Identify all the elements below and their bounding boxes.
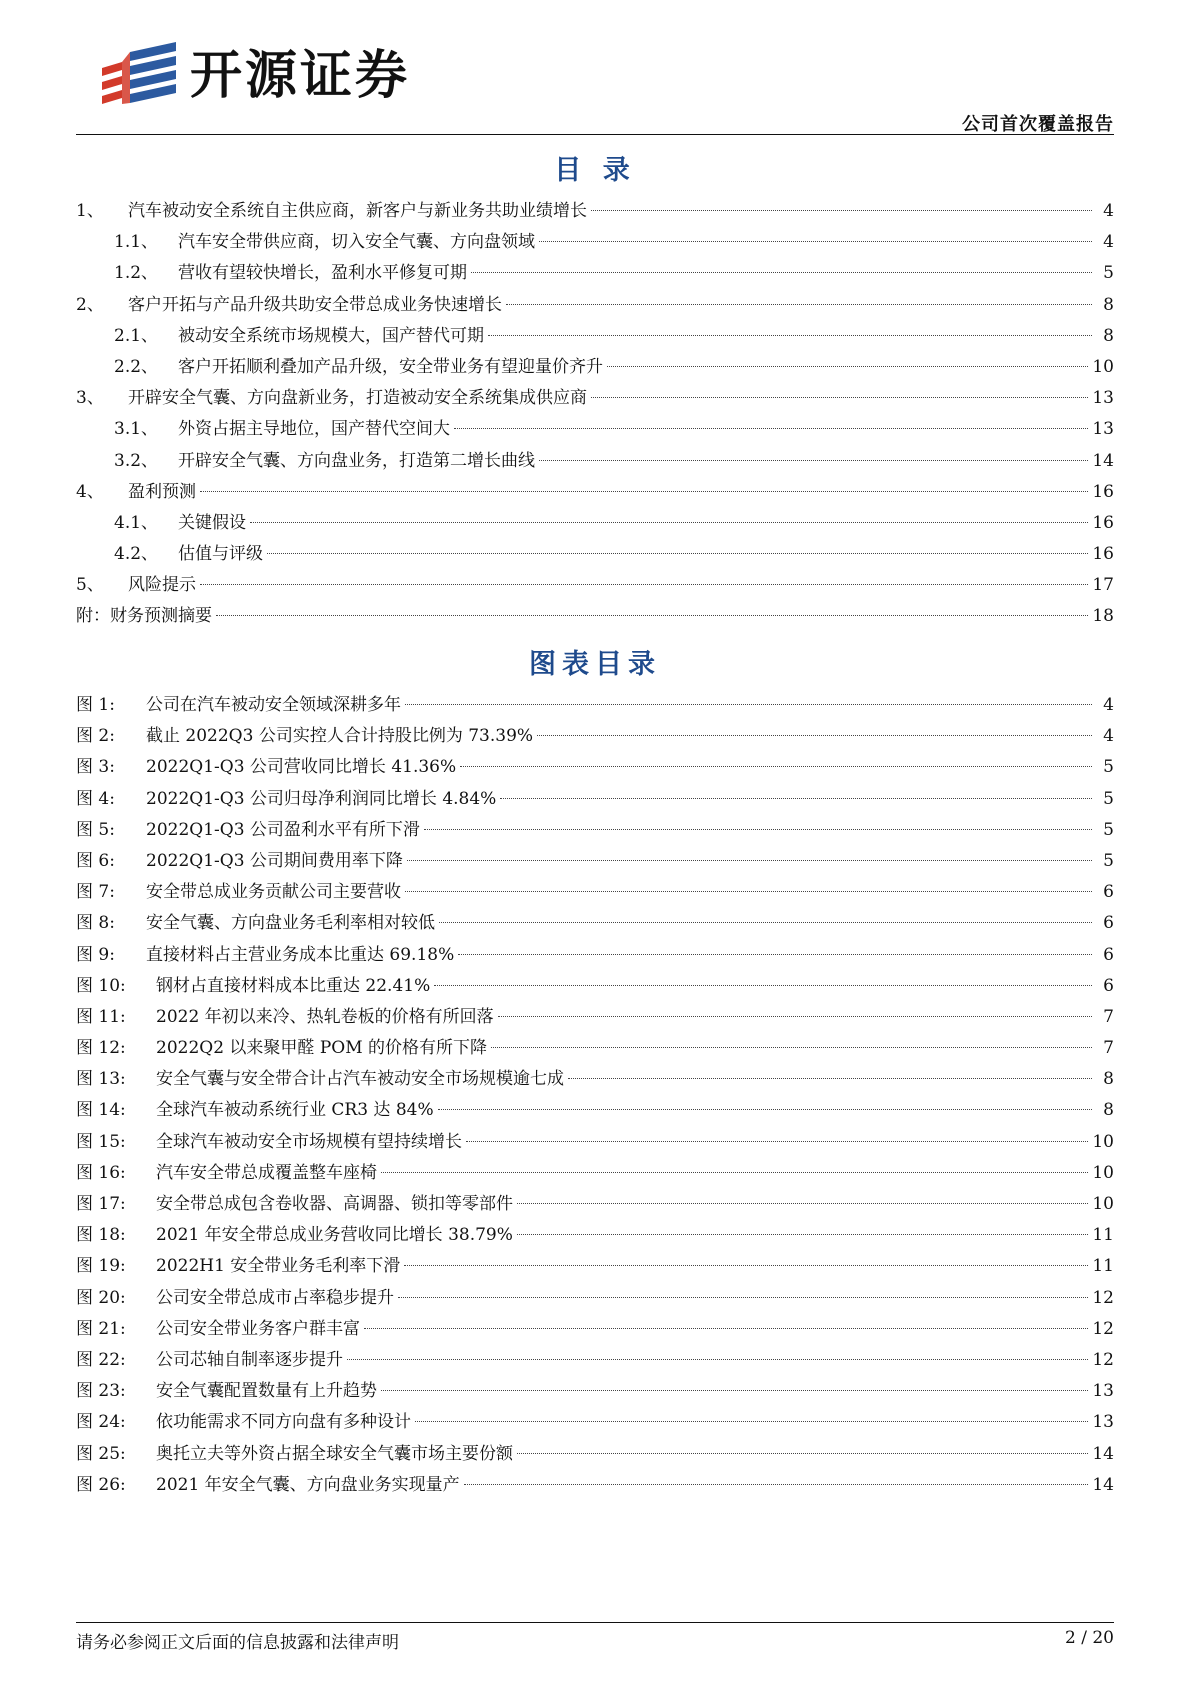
entry-page-number: 13 (1092, 1412, 1114, 1433)
toc-entry[interactable] (76, 601, 1114, 632)
header-divider (76, 134, 1114, 135)
entry-page-number: 5 (1103, 263, 1114, 284)
footer-divider (76, 1622, 1114, 1623)
entry-title: 开辟安全气囊、方向盘新业务，打造被动安全系统集成供应商 (128, 388, 587, 409)
entry-page-number: 11 (1092, 1225, 1114, 1246)
dot-leader (200, 491, 1088, 492)
entry-page-number: 8 (1103, 1069, 1114, 1090)
dot-leader (466, 1141, 1088, 1142)
entry-title: 2022 年初以来冷、热轧卷板的价格有所回落 (156, 1006, 494, 1027)
figure-entry[interactable] (76, 1314, 1114, 1345)
entry-number: 4、 (76, 481, 104, 502)
toc-entry[interactable] (76, 290, 1114, 321)
entry-page-number: 8 (1103, 1100, 1114, 1121)
entry-page-number: 10 (1092, 1131, 1114, 1152)
dot-leader (506, 304, 1092, 305)
entry-number: 图 14: (76, 1100, 126, 1121)
entry-title: 安全带总成包含卷收器、高调器、锁扣等零部件 (156, 1194, 513, 1214)
entry-title: 奥托立夫等外资占据全球安全气囊市场主要份额 (156, 1443, 513, 1464)
entry-number: 4.2、 (114, 544, 159, 565)
figure-entry[interactable] (76, 971, 1114, 1002)
entry-page-number: 13 (1092, 1381, 1114, 1402)
toc-entry[interactable] (76, 477, 1114, 508)
figure-entry[interactable] (76, 1220, 1114, 1251)
dot-leader (591, 397, 1088, 398)
toc-entry[interactable] (76, 570, 1114, 601)
entry-title: 安全气囊配置数量有上升趋势 (156, 1381, 377, 1402)
entry-title: 安全气囊与安全带合计占汽车被动安全市场规模逾七成 (156, 1069, 564, 1090)
entry-page-number: 6 (1103, 975, 1114, 996)
entry-title: 2022Q1-Q3 公司盈利水平有所下滑 (146, 819, 420, 840)
entry-title: 2022Q1-Q3 公司期间费用率下降 (146, 850, 403, 871)
entry-number: 图 7: (76, 882, 115, 903)
entry-page-number: 8 (1103, 325, 1114, 346)
entry-number: 2.1、 (114, 325, 159, 346)
entry-number: 3.2、 (114, 450, 159, 471)
entry-title: 公司安全带总成市占率稳步提升 (156, 1287, 394, 1308)
entry-page-number: 10 (1092, 1194, 1114, 1214)
footer-disclaimer: 请务必参阅正文后面的信息披露和法律声明 (76, 1633, 399, 1653)
entry-page-number: 12 (1092, 1349, 1114, 1370)
entry-title: 客户开拓顺利叠加产品升级，安全带业务有望迎量价齐升 (178, 356, 603, 377)
entry-page-number: 4 (1103, 695, 1114, 715)
entry-number: 图 13: (76, 1069, 126, 1090)
entry-number: 图 26: (76, 1474, 126, 1495)
entry-page-number: 16 (1092, 512, 1114, 533)
entry-page-number: 10 (1092, 356, 1114, 377)
entry-title: 安全带总成业务贡献公司主要营收 (146, 882, 401, 903)
entry-page-number: 10 (1092, 1162, 1114, 1183)
entry-page-number: 4 (1103, 232, 1114, 253)
entry-page-number: 13 (1092, 388, 1114, 409)
dot-leader (517, 1203, 1088, 1204)
entry-title: 外资占据主导地位，国产替代空间大 (178, 419, 450, 440)
entry-title: 2022Q1-Q3 公司归母净利润同比增长 4.84% (146, 788, 497, 809)
entry-number: 图 1: (76, 695, 115, 715)
entry-page-number: 16 (1092, 481, 1114, 502)
entry-number: 图 25: (76, 1443, 126, 1464)
entry-title: 直接材料占主营业务成本比重达 69.18% (146, 944, 455, 965)
entry-page-number: 12 (1092, 1318, 1114, 1339)
dot-leader (439, 922, 1092, 923)
toc-title: 目 录 (554, 155, 636, 186)
entry-number: 图 24: (76, 1412, 126, 1433)
figure-entry[interactable] (76, 1064, 1114, 1095)
entry-title: 2022Q2 以来聚甲醛 POM 的价格有所下降 (156, 1038, 488, 1059)
entry-page-number: 13 (1092, 419, 1114, 440)
toc-entry[interactable] (76, 508, 1114, 539)
dot-leader (491, 1047, 1092, 1048)
entry-title: 全球汽车被动安全市场规模有望持续增长 (156, 1131, 462, 1152)
toc-entry[interactable] (76, 196, 1114, 227)
entry-number: 图 10: (76, 975, 126, 996)
entry-page-number: 6 (1103, 913, 1114, 934)
entry-title: 营收有望较快增长，盈利水平修复可期 (178, 263, 467, 284)
figure-entry[interactable] (76, 846, 1114, 877)
entry-page-number: 14 (1092, 450, 1114, 471)
entry-page-number: 7 (1103, 1038, 1114, 1059)
dot-leader (500, 798, 1092, 799)
figure-entry[interactable] (76, 1127, 1114, 1158)
figure-entry[interactable] (76, 1283, 1114, 1314)
figure-list (76, 690, 1114, 1501)
figure-entry[interactable] (76, 1189, 1114, 1220)
dot-leader (498, 1016, 1092, 1017)
dot-leader (517, 1234, 1088, 1235)
page-number: 2 / 20 (1065, 1628, 1114, 1648)
entry-number: 图 12: (76, 1038, 126, 1059)
entry-title: 公司在汽车被动安全领域深耕多年 (146, 695, 401, 715)
figure-entry[interactable] (76, 1345, 1114, 1376)
entry-page-number: 5 (1103, 757, 1114, 778)
dot-leader (464, 1484, 1089, 1485)
entry-number: 图 23: (76, 1381, 126, 1402)
figure-entry[interactable] (76, 1376, 1114, 1407)
dot-leader (381, 1172, 1088, 1173)
entry-number: 1.2、 (114, 263, 159, 284)
entry-title: 汽车安全带供应商，切入安全气囊、方向盘领域 (178, 232, 535, 253)
entry-title: 截止 2022Q3 公司实控人合计持股比例为 73.39% (146, 726, 534, 747)
entry-number: 图 16: (76, 1162, 126, 1183)
dot-leader (460, 766, 1092, 767)
figure-entry[interactable] (76, 1158, 1114, 1189)
dot-leader (267, 553, 1088, 554)
entry-number: 图 17: (76, 1194, 126, 1214)
entry-title: 被动安全系统市场规模大，国产替代可期 (178, 325, 484, 346)
figure-entry[interactable] (76, 815, 1114, 846)
entry-title: 公司芯轴自制率逐步提升 (156, 1349, 343, 1370)
figure-entry[interactable] (76, 1407, 1114, 1438)
dot-leader (405, 704, 1092, 705)
entry-page-number: 4 (1103, 201, 1114, 221)
entry-title: 2022Q1-Q3 公司营收同比增长 41.36% (146, 757, 457, 778)
entry-title: 客户开拓与产品升级共助安全带总成业务快速增长 (128, 294, 502, 315)
figure-entry[interactable] (76, 908, 1114, 939)
entry-number: 图 4: (76, 788, 115, 809)
entry-title: 风险提示 (128, 575, 196, 596)
entry-number: 4.1、 (114, 512, 159, 533)
dot-leader (539, 460, 1088, 461)
entry-number: 图 21: (76, 1318, 126, 1339)
entry-page-number: 17 (1092, 575, 1114, 596)
dot-leader (607, 366, 1088, 367)
dot-leader (471, 272, 1092, 273)
dot-leader (434, 985, 1092, 986)
entry-title: 汽车安全带总成覆盖整车座椅 (156, 1162, 377, 1183)
dot-leader (415, 1421, 1088, 1422)
entry-number: 图 2: (76, 726, 115, 747)
dot-leader (404, 1265, 1088, 1266)
entry-number: 图 18: (76, 1225, 126, 1246)
entry-page-number: 16 (1092, 544, 1114, 565)
dot-leader (424, 829, 1092, 830)
figures-title: 图表目录 (529, 649, 661, 680)
entry-number: 图 3: (76, 757, 115, 778)
figure-entry[interactable] (76, 721, 1114, 752)
page-header (0, 0, 1190, 135)
entry-title: 公司安全带业务客户群丰富 (156, 1318, 360, 1339)
dot-leader (216, 615, 1088, 616)
entry-number: 2.2、 (114, 356, 159, 377)
dot-leader (347, 1359, 1088, 1360)
entry-page-number: 14 (1092, 1443, 1114, 1464)
entry-page-number: 7 (1103, 1006, 1114, 1027)
entry-title: 钢材占直接材料成本比重达 22.41% (156, 975, 431, 996)
dot-leader (568, 1078, 1092, 1079)
entry-number: 1、 (76, 201, 104, 221)
entry-title: 关键假设 (178, 512, 246, 533)
dot-leader (539, 241, 1092, 242)
dot-leader (364, 1328, 1088, 1329)
figure-entry[interactable] (76, 1033, 1114, 1064)
entry-page-number: 5 (1103, 819, 1114, 840)
figure-entry[interactable] (76, 1439, 1114, 1470)
toc-entry[interactable] (76, 258, 1114, 289)
dot-leader (398, 1297, 1088, 1298)
dot-leader (407, 860, 1092, 861)
dot-leader (405, 891, 1092, 892)
entry-title: 2022H1 安全带业务毛利率下滑 (156, 1256, 401, 1277)
toc-entry[interactable] (76, 352, 1114, 383)
entry-page-number: 18 (1092, 606, 1114, 627)
entry-title: 开辟安全气囊、方向盘业务，打造第二增长曲线 (178, 450, 535, 471)
entry-number: 1.1、 (114, 232, 159, 253)
entry-number: 图 6: (76, 850, 115, 871)
entry-number: 图 22: (76, 1349, 126, 1370)
figure-entry[interactable] (76, 752, 1114, 783)
figure-entry[interactable] (76, 690, 1114, 721)
dot-leader (458, 954, 1092, 955)
entry-number: 图 19: (76, 1256, 126, 1277)
entry-page-number: 6 (1103, 882, 1114, 903)
figure-entry[interactable] (76, 1002, 1114, 1033)
kaiyuan-logo-icon (100, 42, 180, 110)
entry-number: 3、 (76, 388, 104, 409)
entry-title: 全球汽车被动系统行业 CR3 达 84% (156, 1100, 434, 1121)
dot-leader (250, 522, 1088, 523)
entry-title: 2021 年安全气囊、方向盘业务实现量产 (156, 1474, 460, 1495)
entry-title: 依功能需求不同方向盘有多种设计 (156, 1412, 411, 1433)
figure-entry[interactable] (76, 940, 1114, 971)
toc-entry[interactable] (76, 539, 1114, 570)
entry-page-number: 12 (1092, 1287, 1114, 1308)
toc-entry[interactable] (76, 446, 1114, 477)
dot-leader (454, 428, 1088, 429)
entry-number: 图 8: (76, 913, 115, 934)
dot-leader (200, 584, 1088, 585)
figure-entry[interactable] (76, 1251, 1114, 1282)
entry-number: 图 5: (76, 819, 115, 840)
entry-page-number: 11 (1092, 1256, 1114, 1277)
entry-title: 附：财务预测摘要 (76, 606, 212, 627)
entry-title: 估值与评级 (178, 544, 263, 565)
entry-number: 图 20: (76, 1287, 126, 1308)
dot-leader (438, 1109, 1092, 1110)
entry-number: 2、 (76, 294, 104, 315)
entry-number: 图 15: (76, 1131, 126, 1152)
entry-page-number: 5 (1103, 788, 1114, 809)
entry-number: 图 9: (76, 944, 115, 965)
dot-leader (517, 1453, 1088, 1454)
entry-page-number: 14 (1092, 1474, 1114, 1495)
entry-page-number: 5 (1103, 850, 1114, 871)
entry-number: 3.1、 (114, 419, 159, 440)
entry-title: 安全气囊、方向盘业务毛利率相对较低 (146, 913, 435, 934)
report-type-label: 公司首次覆盖报告 (962, 114, 1114, 135)
entry-title: 盈利预测 (128, 481, 196, 502)
figure-entry[interactable] (76, 877, 1114, 908)
dot-leader (488, 335, 1092, 336)
entry-page-number: 4 (1103, 726, 1114, 747)
entry-number: 5、 (76, 575, 104, 596)
toc-entry[interactable] (76, 383, 1114, 414)
figure-entry[interactable] (76, 1470, 1114, 1501)
entry-title: 汽车被动安全系统自主供应商，新客户与新业务共助业绩增长 (128, 201, 587, 221)
figure-entry[interactable] (76, 1095, 1114, 1126)
entry-title: 2021 年安全带总成业务营收同比增长 38.79% (156, 1225, 513, 1246)
brand-name: 开源证券 (190, 46, 411, 106)
toc-entry[interactable] (76, 227, 1114, 258)
dot-leader (591, 210, 1092, 211)
dot-leader (537, 735, 1092, 736)
figure-entry[interactable] (76, 784, 1114, 815)
toc-entry[interactable] (76, 414, 1114, 445)
entry-page-number: 6 (1103, 944, 1114, 965)
entry-page-number: 8 (1103, 294, 1114, 315)
table-of-contents (76, 196, 1114, 633)
entry-number: 图 11: (76, 1006, 126, 1027)
dot-leader (381, 1390, 1088, 1391)
toc-entry[interactable] (76, 321, 1114, 352)
